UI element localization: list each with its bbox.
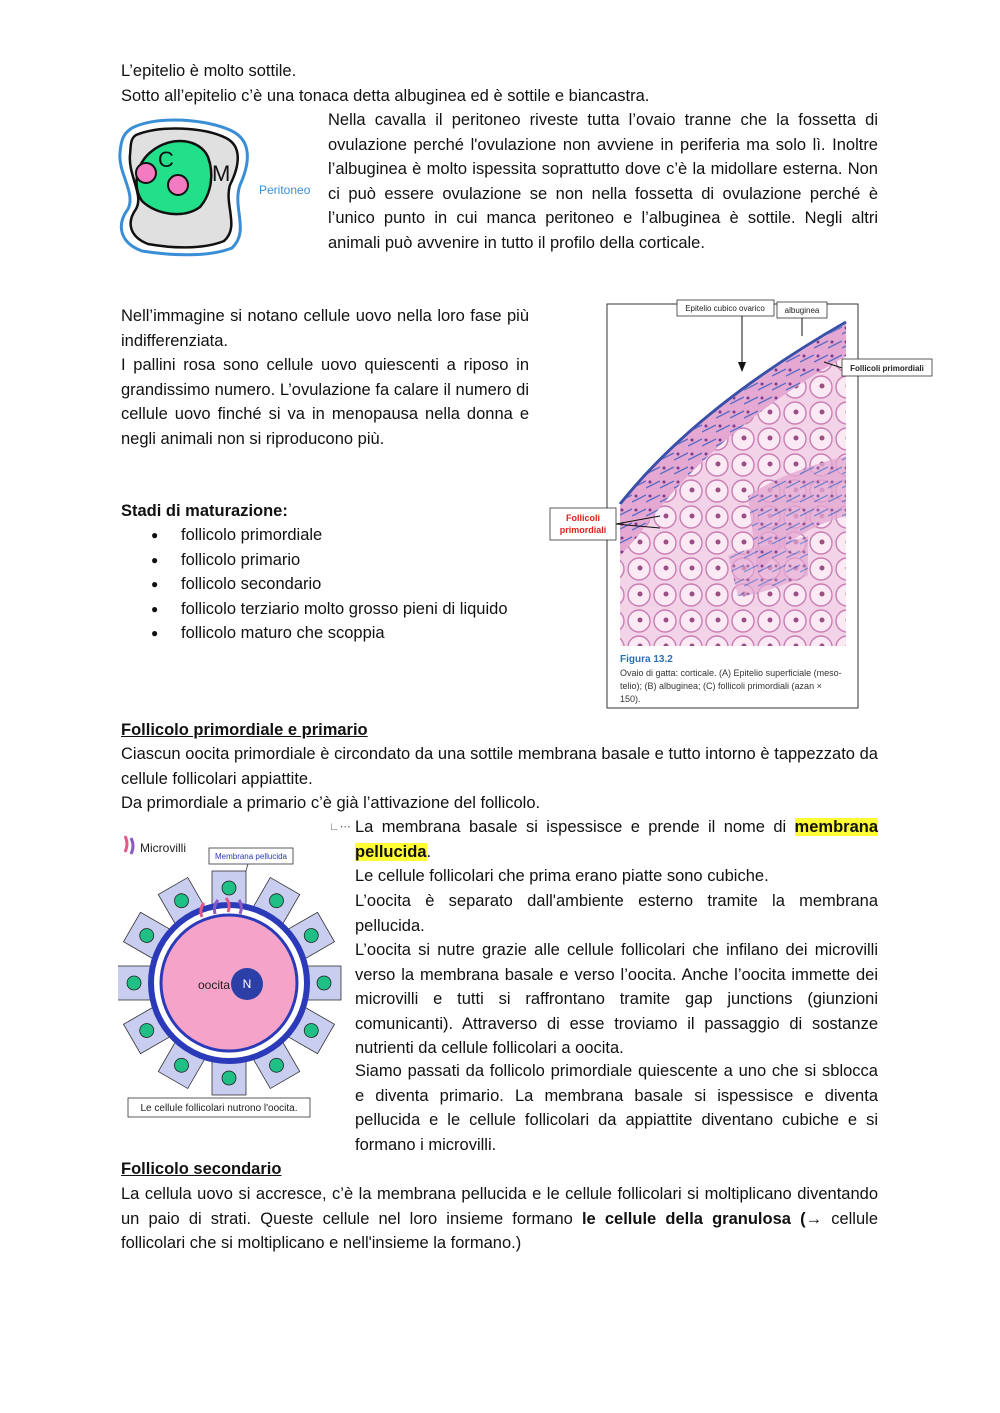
follicle-caption: Le cellule follicolari nutrono l'oocita. [140, 1103, 298, 1114]
ovary-diagram [112, 113, 322, 258]
list-item: ● follicolo primordiale [121, 523, 529, 548]
legend-microvilli: Microvilli [140, 841, 186, 855]
cell-nucleus [317, 976, 331, 990]
label-follicoli-right: Follicoli primordiali [850, 364, 924, 373]
follicular-cell [212, 1061, 246, 1095]
image-paragraph-2: I pallini rosa sono cellule uovo quiescenti a riposo in grandissimo numero. L’ovulazione fa calare il numero di cellule uovo finché si va in menopausa nella donna e negli animali non si riproducono più. [121, 356, 529, 448]
intro-line-1: L’epitelio è molto sottile. [121, 62, 297, 80]
cavalla-paragraph: Nella cavalla il peritoneo riveste tutta l’ovaio tranne che la fossetta di ovulazione perché l'ovulazione non avviene in periferia ma solo lì. Inoltre l’albuginea è molto ispessita soprattutto dove c’è la midollare esterna. Non ci può essere ovulazione se non nella fossetta di ovulazione perché è l’unico punto in cui manca peritoneo e l’albuginea è sottile. Negli altri animali può avvenire in tutto il profilo della corticale. [328, 111, 878, 252]
cell-nucleus [127, 976, 141, 990]
secondario-p1: La cellula uovo si accresce, c’è la membrana pellucida e le cellule follicolari si moltiplicano diventando un paio di strati. Queste cellule nel loro insieme formano le cellule della granulosa (→ cellule follicolari che si moltiplicano e nell'insieme la formano.) [121, 1185, 878, 1252]
list-item: ● follicolo terziario molto grosso pieni di liquido [121, 597, 529, 622]
list-item: ● follicolo secondario [121, 572, 529, 597]
follicular-cell [118, 966, 151, 1000]
list-item: ● follicolo maturo che scoppia [121, 621, 529, 646]
figure-title: Figura 13.2 [620, 654, 673, 665]
label-nucleus: N [242, 977, 252, 991]
primordiale-p3: La membrana basale si ispessisce e prende il nome di membrana pellucida. [355, 818, 878, 861]
primordiale-p1: Ciascun oocita primordiale è circondato da una sottile membrana basale e tutto intorno è tappezzato da cellule follicolari appiattite. [121, 745, 878, 788]
peritoneo-label: Peritoneo [259, 183, 311, 197]
figure-caption-1: Ovaio di gatta: corticale. (A) Epitelio superficiale (meso- [620, 668, 842, 678]
label-epitelio: Epitelio cubico ovarico [685, 304, 765, 313]
intro-line-2: Sotto all’epitelio c’è una tonaca detta albuginea ed è sottile e biancastra. [121, 87, 650, 105]
ovary-label-c: C [158, 147, 174, 172]
list-item: ● follicolo primario [121, 548, 529, 573]
image-paragraph-1: Nell’immagine si notano cellule uovo nella loro fase più indifferenziata. [121, 307, 529, 350]
label-follicoli-left-2: primordiali [559, 525, 607, 535]
cell-nucleus [222, 1071, 236, 1085]
figure-caption-2: telio); (B) albuginea; (C) follicoli primordiali (azan × [620, 681, 822, 691]
primordiale-p5: L’oocita è separato dall'ambiente esterno tramite la membrana pellucida. [355, 892, 878, 935]
cell-nucleus [222, 881, 236, 895]
image-anchor-icon: ∟⋯ [329, 821, 351, 833]
primordiale-p6: L’oocita si nutre grazie alle cellule follicolari che infilano dei microvilli verso la membrana basale e verso l’oocita. Anche l’oocita immette dei microvilli e tutti si raffrontano tramite gap junctions (giunzioni comunicanti). Attraverso di esse troviamo il passaggio di sostanze nutrienti da cellule follicolari a oocita. [355, 941, 878, 1057]
ovary-label-m: M [212, 161, 231, 186]
follicular-cell [307, 966, 341, 1000]
label-albuginea: albuginea [784, 306, 820, 315]
label-membrana-pellucida: Membrana pellucida [214, 852, 288, 861]
heading-secondario: Follicolo secondario [121, 1160, 282, 1178]
figure-caption-3: 150). [620, 694, 641, 704]
stages-list [121, 523, 529, 646]
heading-primordiale: Follicolo primordiale e primario [121, 721, 368, 739]
follicle-diagram [118, 826, 344, 1122]
primordiale-p7: Siamo passati da follicolo primordiale quiescente a uno che si sblocca e diventa primario. La membrana basale si ispessisce e diventa pellucida e le cellule follicolari da appiattite diventano cubiche e si formano i microvilli. [355, 1062, 878, 1154]
primordiale-p4: Le cellule follicolari che prima erano piatte sono cubiche. [355, 867, 769, 885]
stages-title: Stadi di maturazione: [121, 502, 288, 520]
histology-figure [548, 296, 938, 712]
primordiale-p2: Da primordiale a primario c’è già l’attivazione del follicolo. [121, 794, 541, 812]
label-oocita: oocita [197, 978, 231, 992]
label-follicoli-left-1: Follicoli [565, 513, 601, 523]
highlight-membrana-pellucida: membrana pellucida [355, 818, 878, 861]
